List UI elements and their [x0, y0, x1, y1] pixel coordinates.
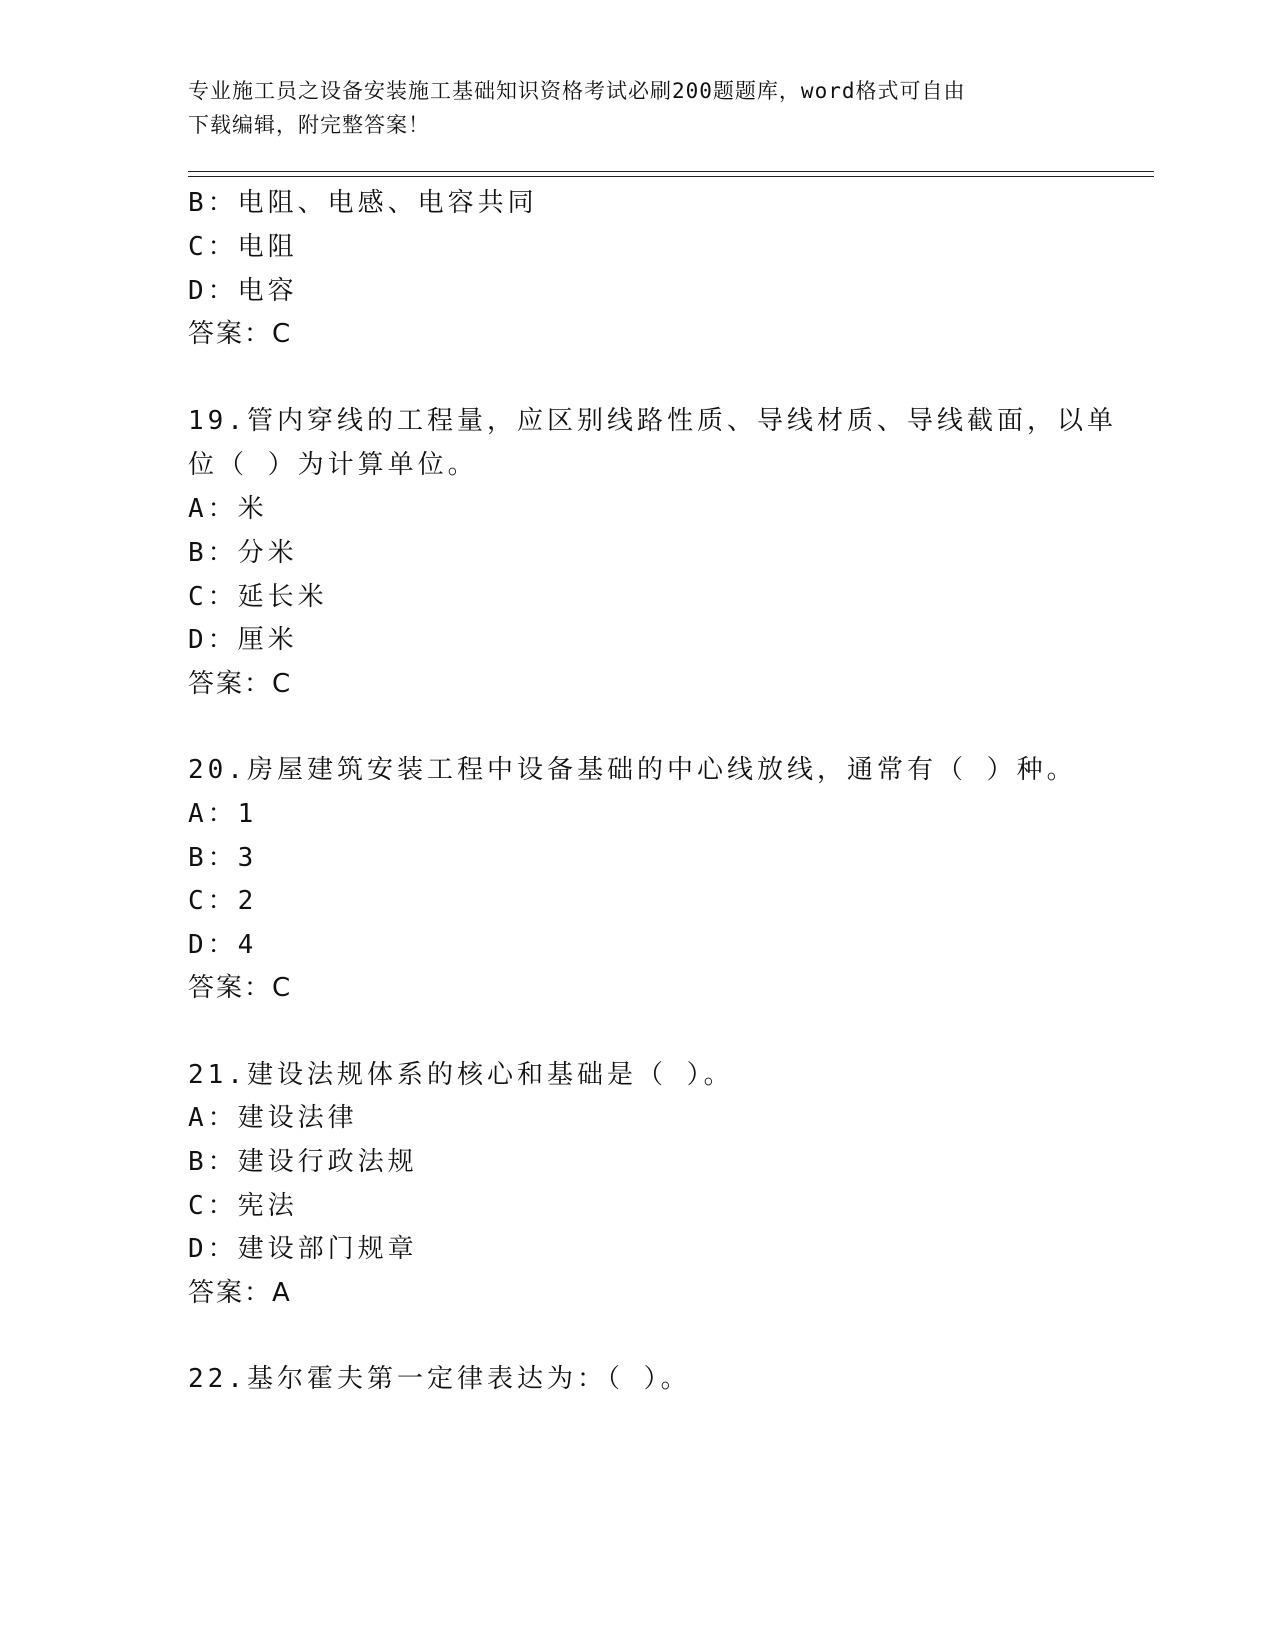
q19-option-b: B：分米 [188, 538, 298, 568]
q21-option-d: D：建设部门规章 [188, 1234, 418, 1264]
header-divider-bottom [188, 176, 1154, 177]
q21-answer: 答案：A [188, 1278, 292, 1308]
q19-text-line-2: 位（ ）为计算单位。 [188, 450, 478, 480]
q22-text-line-1: 22.基尔霍夫第一定律表达为：（ ）。 [188, 1364, 691, 1394]
q20-text-line-1: 20.房屋建筑安装工程中设备基础的中心线放线，通常有（ ）种。 [188, 755, 1077, 785]
q20-option-b: B：3 [188, 843, 258, 873]
header-line-1: 专业施工员之设备安装施工基础知识资格考试必刷200题题库，word格式可自由 [188, 79, 966, 103]
prev-option-c: C：电阻 [188, 232, 298, 262]
q20-answer: 答案：C [188, 973, 293, 1003]
prev-option-d: D：电容 [188, 276, 298, 306]
q20-option-c: C：2 [188, 886, 258, 916]
q21-option-b: B：建设行政法规 [188, 1147, 418, 1177]
q21-option-a: A：建设法律 [188, 1103, 358, 1133]
q19-text-line-1: 19.管内穿线的工程量，应区别线路性质、导线材质、导线截面，以单 [188, 406, 1117, 436]
header-line-2: 下载编辑，附完整答案！ [188, 113, 430, 137]
q19-option-c: C：延长米 [188, 582, 328, 612]
q20-option-d: D：4 [188, 930, 258, 960]
q21-option-c: C：宪法 [188, 1191, 298, 1221]
q21-text-line-1: 21.建设法规体系的核心和基础是（ ）。 [188, 1060, 734, 1090]
q19-answer: 答案：C [188, 669, 293, 699]
q19-option-d: D：厘米 [188, 625, 298, 655]
q20-option-a: A：1 [188, 799, 258, 829]
prev-answer: 答案：C [188, 319, 293, 349]
q19-option-a: A：米 [188, 494, 268, 524]
document-header [188, 74, 1088, 142]
prev-option-b: B：电阻、电感、电容共同 [188, 188, 538, 218]
header-divider-top [188, 171, 1154, 172]
